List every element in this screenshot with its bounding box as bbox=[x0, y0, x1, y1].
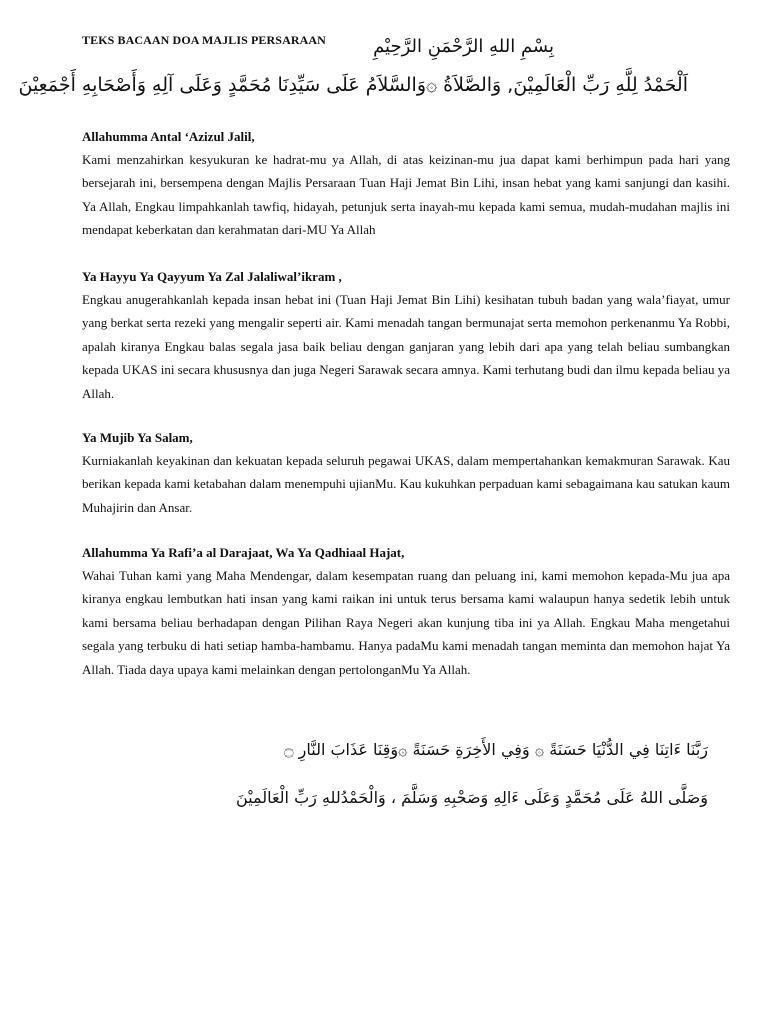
section-heading: Allahumma Ya Rafi’a al Darajaat, Wa Ya Qadhiaal Hajat, bbox=[82, 545, 405, 560]
closing-arabic-prayer: رَبَّنَا ءَاتِنَا فِي الدُّنْيَا حَسَنَةً ۞ وَفِي الأَخِرَةِ حَسَنَةً ۞وَقِنَا عَذَابَ النَّارِ ۝ bbox=[284, 740, 708, 759]
document-title: TEKS BACAAN DOA MAJLIS PERSARAAN bbox=[82, 33, 326, 47]
section-paragraph: Wahai Tuhan kami yang Maha Mendengar, dalam kesempatan ruang dan peluang ini, kami memohon kepada-Mu jua apa kiranya engkau lembutkan hati insan yang kami raikan ini untuk terus bersama kami walaupun hanya sedetik lebih untuk kami bersama beliau berhadapan dengan Pilihan Raya Negeri akan kunjung tiba ini ya Allah. Engkau Maha mengetahui segala yang terbuku di hati setiap hamba-hambamu. Hanya padaMu kami menadah tangan meminta dan memohon hajat Ya Allah. Tiada daya upaya kami melainkan dengan pertolonganMu Ya Allah. bbox=[82, 568, 730, 677]
prayer-section-4 bbox=[82, 545, 730, 681]
section-paragraph: Kurniakanlah keyakinan dan kekuatan kepada seluruh pegawai UKAS, dalam mempertahankan kemakmuran Sarawak. Kau berikan kepada kami ketabahan dalam menempuhi ujianMu. Kau kukuhkan perpaduan kami sebagaimana kau satukan kaum Muhajirin dan Ansar. bbox=[82, 453, 730, 515]
prayer-section-2 bbox=[82, 269, 730, 405]
basmalah-arabic: بِسْمِ اللهِ الرَّحْمَنِ الرَّحِيْمِ bbox=[373, 36, 554, 57]
closing-arabic-salawat: وَصَلَّى اللهُ عَلَى مُحَمَّدٍ وَعَلَى ءَالِهِ وَصَحْبِهِ وَسَلَّمَ ، وَالْحَمْدُللهِ رَبِّ الْعَالَمِيْنَ bbox=[235, 788, 708, 807]
prayer-section-3 bbox=[82, 430, 730, 519]
prayer-section-1 bbox=[82, 129, 730, 242]
opening-arabic-praise: اَلْحَمْدُ لِلَّهِ رَبِّ الْعَالَمِيْنَ, وَالصَّلاَةُ ۞وَالسَّلاَمُ عَلَى سَيِّدِنَا مُحَمَّدٍ وَعَلَى آلِهِ وَأَصْحَابِهِ أَجْمَعِيْنَ bbox=[18, 74, 688, 96]
section-heading: Ya Hayyu Ya Qayyum Ya Zal Jalaliwal’ikram , bbox=[82, 269, 342, 284]
section-heading: Allahumma Antal ‘Azizul Jalil, bbox=[82, 129, 255, 144]
section-paragraph: Engkau anugerahkanlah kepada insan hebat ini (Tuan Haji Jemat Bin Lihi) kesihatan tubuh badan yang wala’fiayat, umur yang berkat serta rezeki yang mengalir seperti air. Kami menadah tangan bermunajat serta memohon perkenanmu Ya Robbi, apalah kiranya Engkau balas segala jasa baik beliau dengan ganjaran yang lebih dari apa yang telah beliau sumbangkan kepada UKAS ini secara khususnya dan juga Negeri Sarawak secara amnya. Kami terhutang budi dan ilmu kepada beliau ya Allah. bbox=[82, 292, 730, 401]
section-heading: Ya Mujib Ya Salam, bbox=[82, 430, 193, 445]
section-paragraph: Kami menzahirkan kesyukuran ke hadrat-mu ya Allah, di atas keizinan-mu jua dapat kami berhimpun pada hari yang bersejarah ini, bersempena dengan Majlis Persaraan Tuan Haji Jemat Bin Lihi, insan hebat yang kami sanjungi dan kasihi. Ya Allah, Engkau limpahkanlah tawfiq, hidayah, petunjuk serta inayah-mu kepada kami semua, mudah-mudahan majlis ini mendapat keberkatan dan kerahmatan dari-MU Ya Allah bbox=[82, 152, 730, 238]
